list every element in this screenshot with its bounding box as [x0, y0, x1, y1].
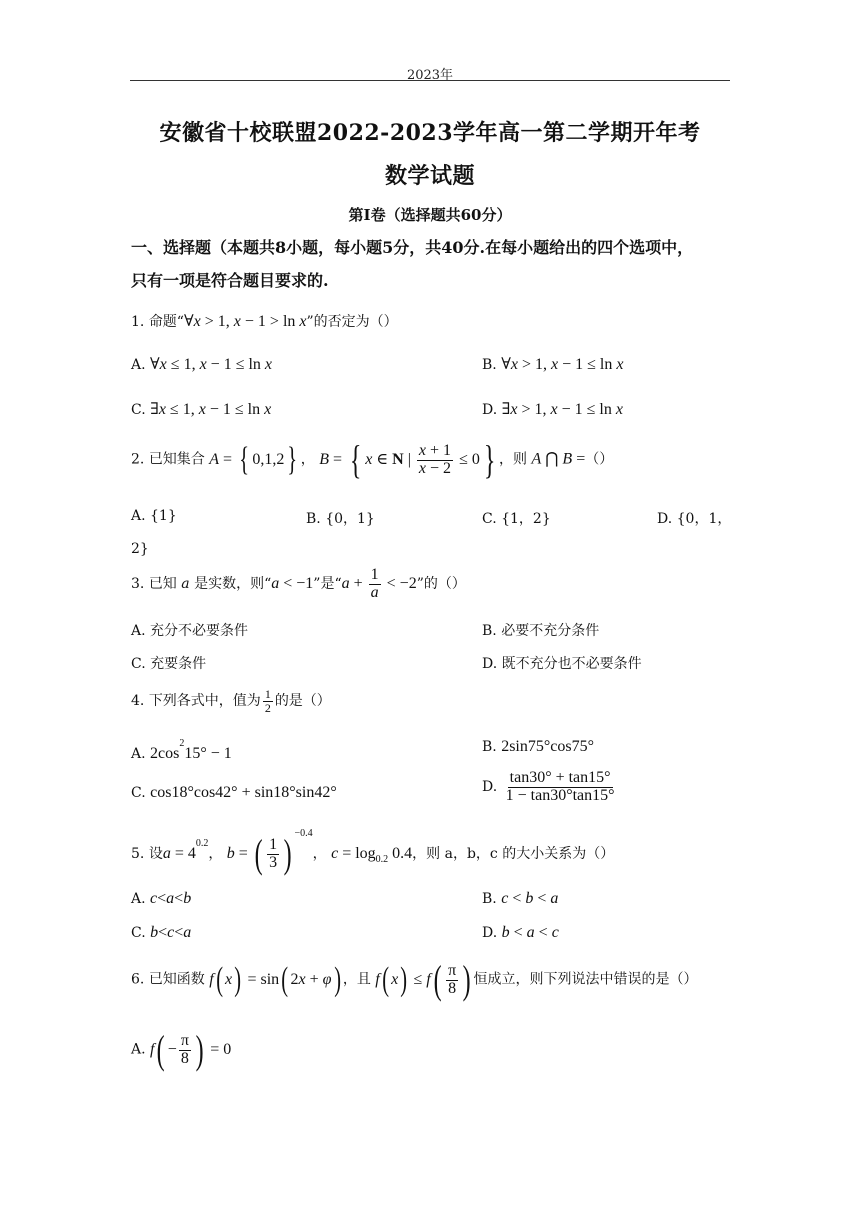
option-5b: B. c < b < a [482, 890, 559, 907]
option-1a: A. ∀x ≤ 1, x − 1 ≤ ln x [131, 356, 273, 373]
option-3d: D. 既不充分也不必要条件 [482, 656, 642, 672]
formula: ∀x > 1, x − 1 > ln x [183, 313, 307, 330]
exam-subtitle: 数学试题 [384, 163, 475, 189]
option-1d: D. ∃x > 1, x − 1 ≤ ln x [482, 401, 623, 418]
option-2c: C. {1，2} [482, 511, 551, 527]
section-heading-cont: 只有一项是符合题目要求的. [131, 271, 329, 290]
option-4b: B. 2sin75°cos75° [482, 738, 594, 755]
option-1b: B. ∀x > 1, x − 1 ≤ ln x [482, 356, 624, 373]
option-5c: C. b<c<a [131, 924, 192, 941]
part-label: 第Ⅰ卷（选择题共60分） [348, 206, 512, 224]
option-5a: A. c<a<b [131, 890, 192, 907]
option-6a: A. f( − $\frac{\pi}{8}$ ) = 0 [131, 1027, 232, 1072]
option-2a: A. {1} [131, 508, 177, 524]
question-3: 3. 已知 a 是实数，则“a < −1”是“a + $\frac{1}{a}$ < −2”的（） [131, 566, 466, 601]
option-2b: B. {0，1} [306, 511, 375, 527]
option-3a: A. 充分不必要条件 [131, 623, 249, 639]
question-1: 1. 命题“∀x > 1, x − 1 > ln x”的否定为（） [131, 313, 398, 330]
option-4c: C. cos18°cos42° + sin18°sin42° [131, 784, 337, 801]
question-5: 5. 设$a = 4^{0.2}$， b = ( $\frac{1}{3}$ ) $^{-0.4}$， $c = \log_{0.2} 0.4$，则 a，b，c 的大小关系为（） [131, 828, 615, 877]
option-3c: C. 充要条件 [131, 656, 207, 672]
option-2d-wrap: 2} [131, 541, 149, 557]
exam-title: 安徽省十校联盟2022-2023学年高一第二学期开年考 [159, 120, 701, 146]
option-2d: D. {0，1， [657, 511, 732, 527]
question-6: 6. 已知函数 f( x) = sin( 2x + φ) ，且 f( x) ≤ f( $\frac{\pi}{8}$ ) 恒成立，则下列说法中错误的是（） [131, 957, 698, 1002]
page-header-year: 2023年 [406, 68, 454, 83]
question-2: 2. 已知集合 A = { 0,1,2} ， B = { x ∈ N | $\frac{x + 1}{x - 2}$ ≤ 0} ，则 A ⋂ B =（） [131, 437, 614, 482]
header-rule [130, 80, 730, 81]
option-3b: B. 必要不充分条件 [482, 623, 600, 639]
option-1c: C. ∃x ≤ 1, x − 1 ≤ ln x [131, 401, 272, 418]
question-4: 4. 下列各式中，值为 $\frac{1}{2}$ 的是（） [131, 687, 331, 715]
option-4a: A. $2\cos^215^\circ - 1$ [131, 738, 232, 762]
section-heading: 一、选择题（本题共8小题，每小题5分，共40分.在每小题给出的四个选项中， [131, 238, 694, 257]
option-4d: D. $\frac{\tan 30^\circ + \tan 15^\circ}{1 - \tan 30^\circ\tan 15^\circ}$ [482, 769, 615, 804]
option-5d: D. b < a < c [482, 924, 559, 941]
